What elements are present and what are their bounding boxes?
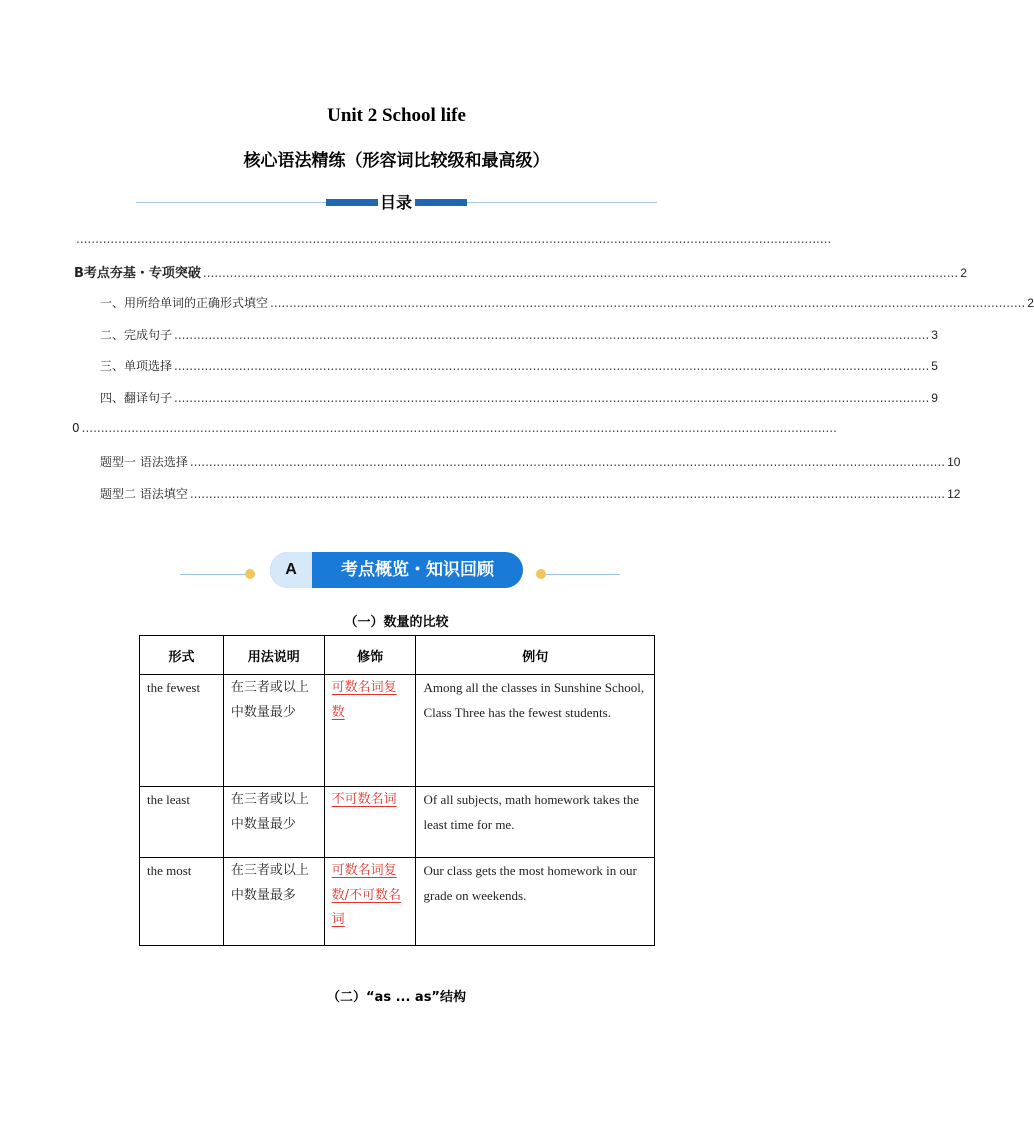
toc-heading-left-line <box>136 202 326 203</box>
toc-entry[interactable] <box>74 262 967 281</box>
banner-pill <box>270 552 523 588</box>
toc-entry[interactable] <box>74 232 832 246</box>
banner-letter: A <box>270 552 312 588</box>
toc-entry-label: 题型二 语法填空 <box>100 487 188 501</box>
toc-leader: ...................................................................................................................................................................................................... <box>189 487 946 501</box>
modifier-text: 可数名词复数 <box>331 680 397 720</box>
toc-leader: ...................................................................................................................................................................................................... <box>189 455 946 469</box>
section-title-quantity: （一）数量的比较 <box>344 615 449 630</box>
table-header-cell: 用法说明 <box>223 636 324 675</box>
modifier-text: 可数名词复数/不可数名词 <box>331 863 402 927</box>
banner-right-line <box>546 574 620 575</box>
toc-entry[interactable] <box>100 294 1034 311</box>
toc-leader: ...................................................................................................................................................................................................... <box>81 421 837 435</box>
toc-entry-page: 2 <box>960 266 967 280</box>
table-header-cell: 形式 <box>140 636 224 675</box>
modifier-cell <box>324 858 416 946</box>
toc-entry[interactable] <box>100 357 938 374</box>
banner-left-line <box>180 574 250 575</box>
toc-leader: ...................................................................................................................................................................................................... <box>76 232 832 246</box>
toc-heading <box>136 190 657 212</box>
toc-entry-label: 二、完成句子 <box>100 328 173 342</box>
modifier-text: 不可数名词 <box>331 792 397 807</box>
toc-leader: ...................................................................................................................................................................................................... <box>174 391 930 405</box>
toc-entry-page: 12 <box>947 487 961 501</box>
form-cell: the most <box>140 858 224 946</box>
toc-leader: ...................................................................................................................................................................................................... <box>174 328 930 342</box>
toc-entry[interactable] <box>100 389 938 406</box>
toc-entry-label: B考点夯基・专项突破 <box>74 266 201 281</box>
toc-entry[interactable] <box>100 485 961 502</box>
toc-entry-page: 3 <box>931 328 938 342</box>
table-row <box>140 858 655 946</box>
section-title-as-as: （二）“as ... as”结构 <box>327 990 466 1005</box>
example-cell: Our class gets the most homework in our grade on weekends. <box>416 858 655 946</box>
toc-entry-label: 一、用所给单词的正确形式填空 <box>100 296 269 310</box>
banner-right-dot <box>536 569 546 579</box>
banner-text: 考点概览・知识回顾 <box>341 560 494 580</box>
toc-entry-label: 四、翻译句子 <box>100 391 173 405</box>
table-header-row <box>140 636 655 675</box>
toc-leader: ...................................................................................................................................................................................................... <box>174 359 930 373</box>
form-cell: the least <box>140 787 224 858</box>
table-header-cell: 修饰 <box>324 636 416 675</box>
table-header-cell: 例句 <box>416 636 655 675</box>
form-cell: the fewest <box>140 675 224 787</box>
example-cell: Among all the classes in Sunshine School, Class Three has the fewest students. <box>416 675 655 787</box>
banner-left-dot <box>245 569 255 579</box>
toc-entry[interactable] <box>72 421 837 435</box>
toc-entry[interactable] <box>100 326 938 343</box>
toc-entry[interactable] <box>100 453 961 470</box>
toc-entry-page: 10 <box>947 455 961 469</box>
table-row <box>140 787 655 858</box>
toc-entry-label: 三、单项选择 <box>100 359 173 373</box>
toc-heading-right-bar <box>415 199 467 206</box>
usage-cell: 在三者或以上中数量最少 <box>223 787 324 858</box>
toc-entry-page: 5 <box>931 359 938 373</box>
section-banner <box>180 552 620 588</box>
toc-entry-page: 2 <box>1027 296 1034 310</box>
table-row <box>140 675 655 787</box>
usage-cell: 在三者或以上中数量最少 <box>223 675 324 787</box>
quantity-comparison-table <box>139 635 655 946</box>
usage-cell: 在三者或以上中数量最多 <box>223 858 324 946</box>
page-subtitle: 核心语法精练（形容词比较级和最高级） <box>243 151 550 171</box>
toc-heading-right-line <box>467 202 657 203</box>
toc-entry-label: 0 <box>72 421 80 435</box>
toc-leader: ...................................................................................................................................................................................................... <box>202 266 959 280</box>
modifier-cell <box>324 787 416 858</box>
toc-heading-label: 目录 <box>379 193 412 212</box>
toc-heading-left-bar <box>326 199 378 206</box>
example-cell: Of all subjects, math homework takes the least time for me. <box>416 787 655 858</box>
unit-title: Unit 2 School life <box>327 105 466 126</box>
toc-entry-label: 题型一 语法选择 <box>100 455 188 469</box>
toc-leader: ...................................................................................................................................................................................................... <box>270 296 1026 310</box>
toc-entry-page: 9 <box>931 391 938 405</box>
modifier-cell <box>324 675 416 787</box>
